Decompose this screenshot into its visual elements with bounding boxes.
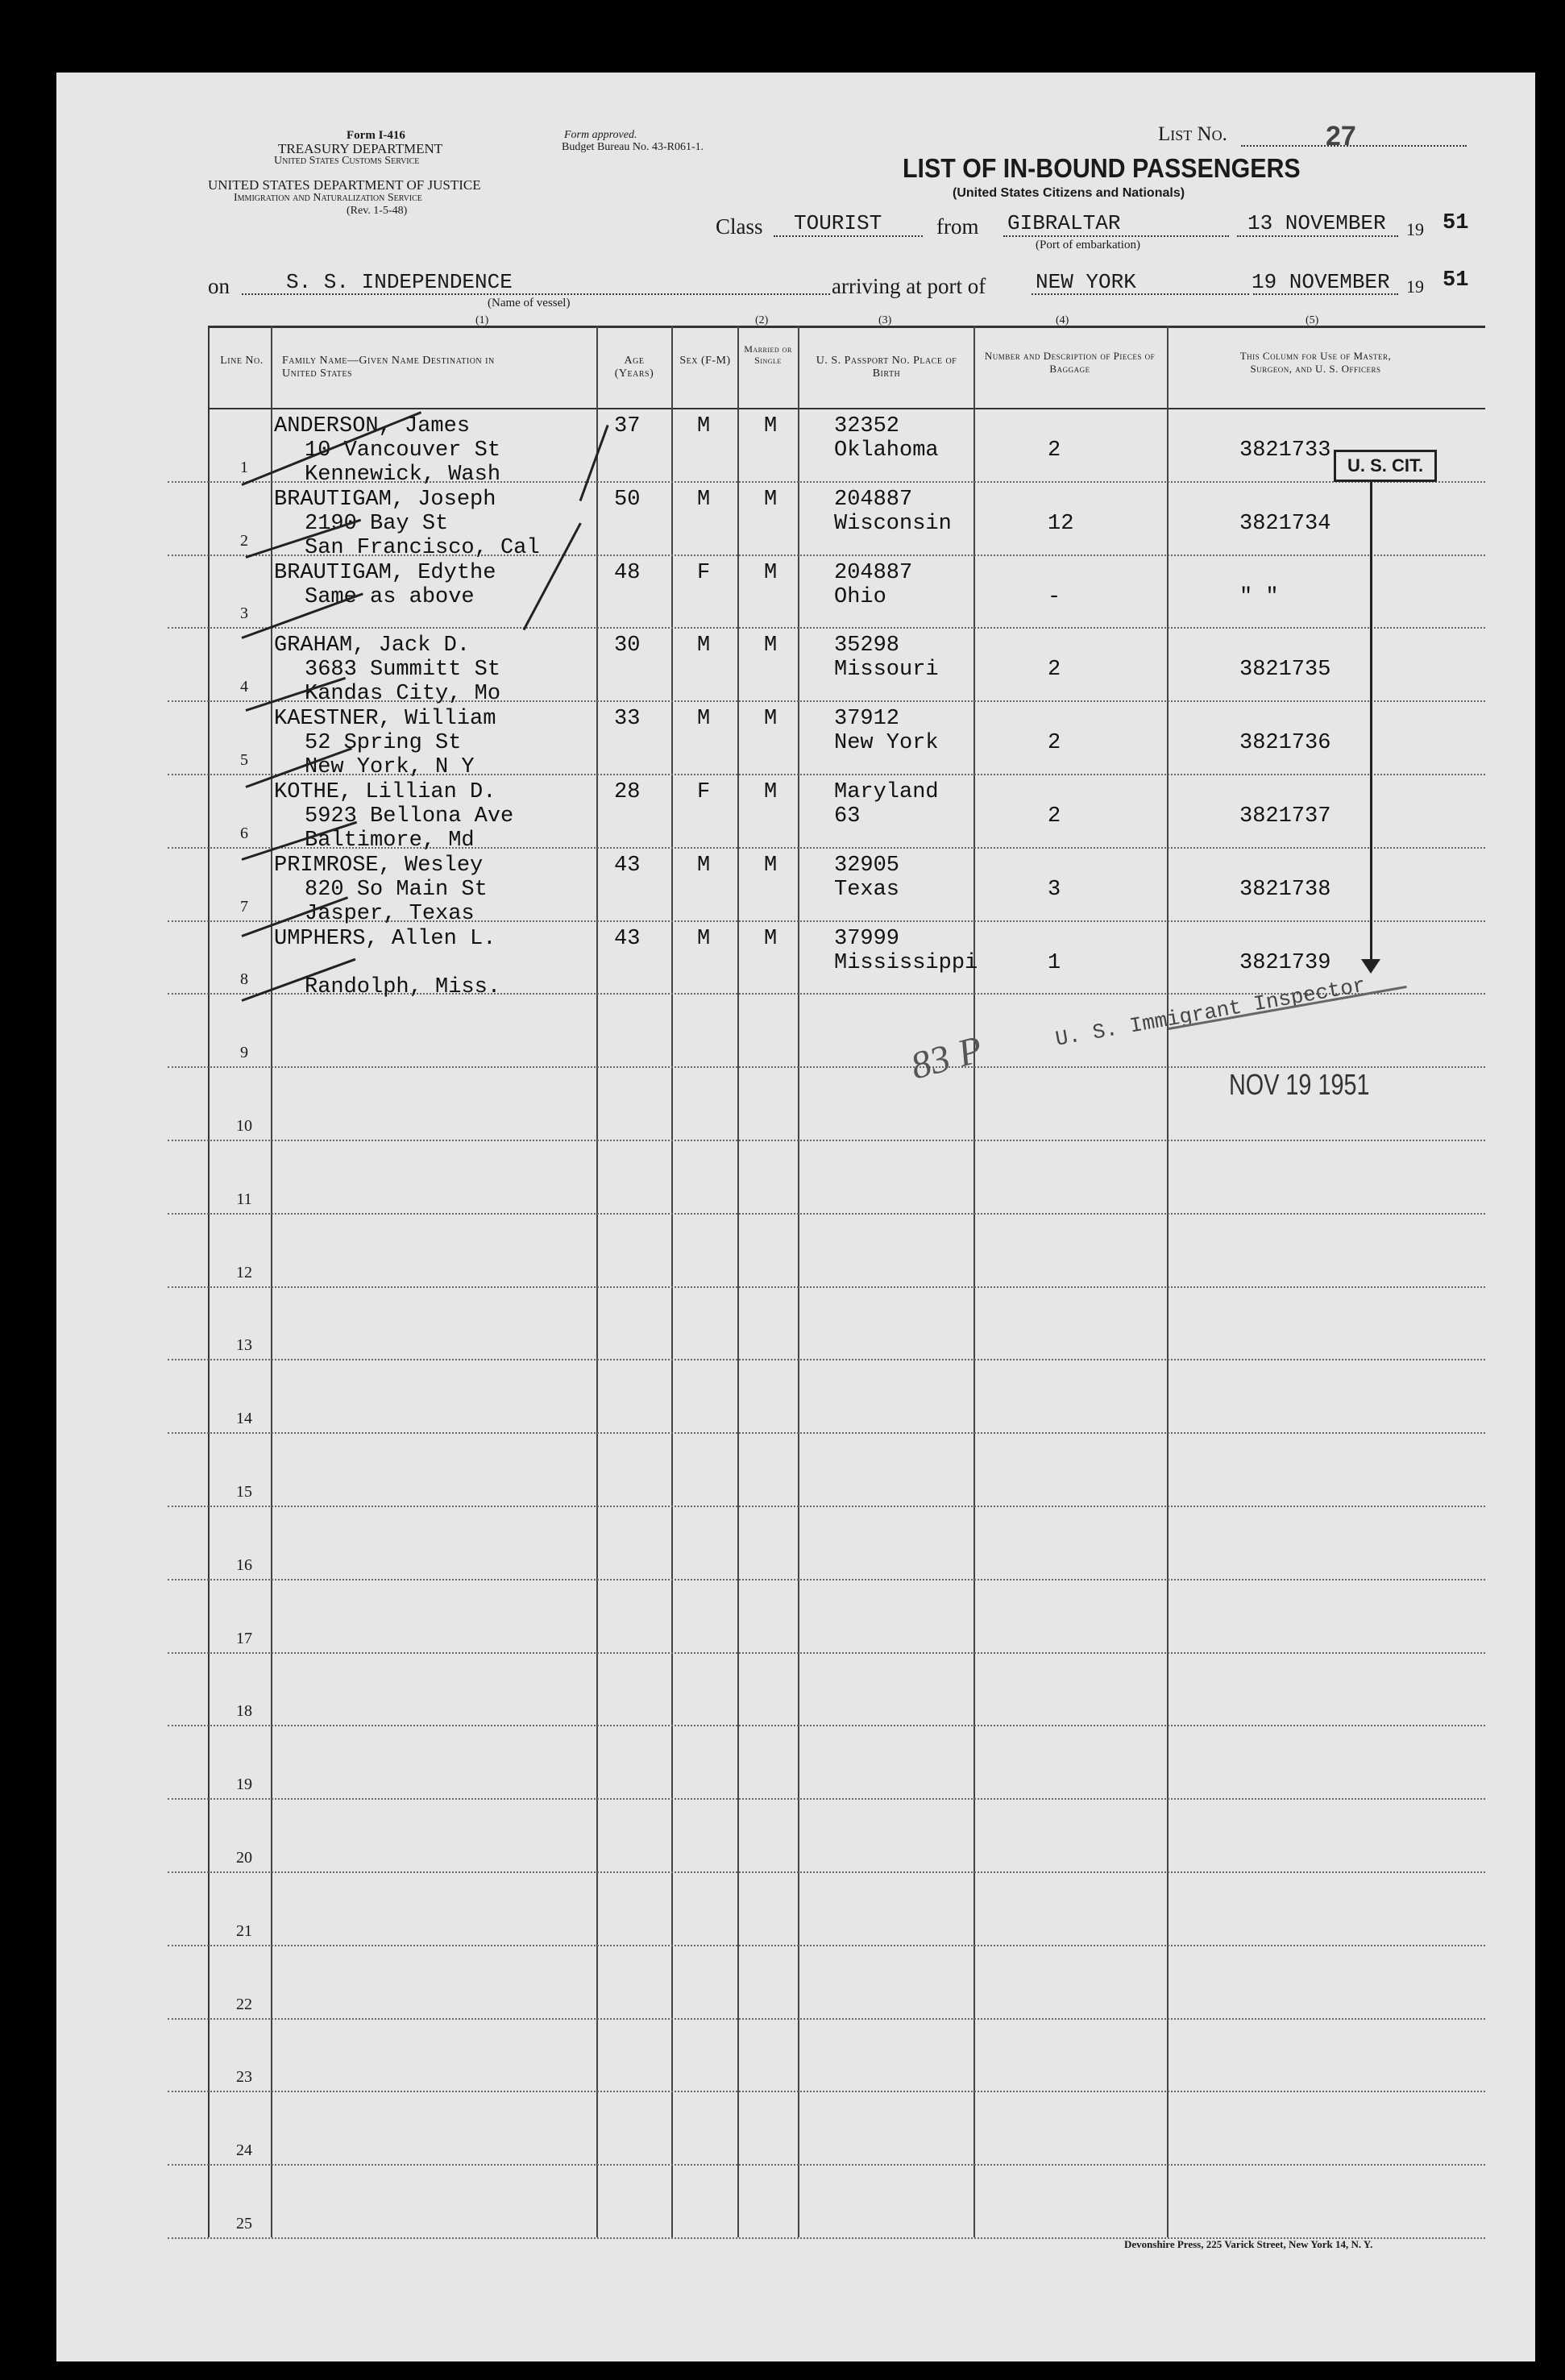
cell-sex: M: [697, 927, 711, 951]
cell-ms: M: [764, 780, 778, 804]
cell-birth: 63: [834, 804, 861, 829]
cell-passport: Maryland: [834, 780, 939, 804]
vessel-caption: (Name of vessel): [488, 297, 571, 309]
cell-name: GRAHAM, Jack D.: [274, 633, 471, 658]
bracket-arrow-line: [1370, 482, 1372, 966]
bracket-arrow-head: [1361, 959, 1380, 974]
cell-bags: 12: [1048, 512, 1074, 536]
column-number: (3): [878, 314, 892, 326]
arrival-year-prefix: 19: [1406, 276, 1424, 297]
arrival-date: 19 NOVEMBER: [1252, 270, 1390, 294]
class-line: [774, 235, 923, 237]
column-divider: [1167, 326, 1169, 2237]
row-rule: [168, 2164, 1485, 2166]
cell-sex: M: [697, 633, 711, 658]
cell-sex: M: [697, 707, 711, 731]
column-number: (1): [475, 314, 489, 326]
row-rule: [168, 2018, 1485, 2020]
arrival-port: NEW YORK: [1036, 270, 1136, 294]
from-label: from: [936, 214, 979, 239]
cell-addr2: Jasper, Texas: [305, 902, 475, 926]
cell-birth: Texas: [834, 878, 900, 902]
column-divider: [671, 326, 673, 2237]
cell-age: 28: [614, 780, 641, 804]
arrival-year: 51: [1443, 268, 1469, 293]
cell-age: 33: [614, 707, 641, 731]
column-divider: [596, 326, 598, 2237]
budget-bureau: Budget Bureau No. 43-R061-1.: [562, 141, 704, 153]
departure-year: 51: [1443, 211, 1469, 235]
row-rule: [168, 1945, 1485, 1946]
header-name: Family Name—Given Name Destination in United States: [282, 355, 495, 380]
depart-year-prefix: 19: [1406, 219, 1424, 239]
cell-officer: 3821736: [1239, 731, 1331, 755]
row-rule: [168, 1725, 1485, 1726]
cell-bags: 2: [1048, 804, 1061, 829]
cell-ms: M: [764, 414, 778, 438]
cell-addr2: New York, N Y: [305, 755, 475, 779]
cell-age: 30: [614, 633, 641, 658]
row-rule: [168, 1140, 1485, 1141]
table-header-border: [208, 408, 1485, 409]
cell-officer: " ": [1239, 585, 1279, 609]
column-number: (4): [1056, 314, 1069, 326]
inspector-stamp: U. S. Immigrant Inspector: [1053, 973, 1368, 1052]
cell-passport: 32905: [834, 854, 900, 878]
row-rule: [168, 2091, 1485, 2092]
cell-age: 37: [614, 414, 641, 438]
line-number: 16: [236, 1556, 252, 1574]
row-rule: [168, 1871, 1485, 1873]
cell-name: BRAUTIGAM, Edythe: [274, 561, 496, 585]
cell-birth: Oklahoma: [834, 438, 939, 463]
line-number: 19: [236, 1776, 252, 1793]
row-rule: [168, 1359, 1485, 1360]
header-sex: Sex (F-M): [679, 355, 731, 367]
row-rule: [168, 1506, 1485, 1507]
cell-addr1: 2190 Bay St: [305, 512, 449, 536]
cell-name: PRIMROSE, Wesley: [274, 854, 484, 878]
column-number: (5): [1306, 314, 1319, 326]
cell-age: 43: [614, 927, 641, 951]
header-passport: U. S. Passport No. Place of Birth: [816, 355, 957, 380]
row-rule: [168, 627, 1485, 629]
line-number: 6: [240, 824, 248, 842]
from-line: [1003, 235, 1229, 237]
line-number: 14: [236, 1410, 252, 1427]
column-divider: [737, 326, 739, 2237]
line-number: 5: [240, 751, 248, 769]
cell-officer: 3821735: [1239, 658, 1331, 682]
line-number: 25: [236, 2215, 252, 2233]
form-number: Form I-416: [347, 129, 405, 142]
row-rule: [168, 1652, 1485, 1654]
list-number-label: List No.: [1158, 123, 1227, 145]
cell-bags: 2: [1048, 438, 1061, 463]
cell-sex: M: [697, 854, 711, 878]
line-number: 20: [236, 1849, 252, 1867]
cell-officer: 3821733: [1239, 438, 1331, 463]
cell-passport: 37912: [834, 707, 900, 731]
handwritten-note: 83 P: [906, 1028, 987, 1088]
embarkation-port: GIBRALTAR: [1007, 211, 1121, 235]
list-number: 27: [1326, 121, 1356, 152]
line-number: 22: [236, 1996, 252, 2013]
vessel-name: S. S. INDEPENDENCE: [286, 270, 513, 294]
cell-passport: 35298: [834, 633, 900, 658]
treasury-dept: TREASURY DEPARTMENT: [278, 141, 443, 156]
header-married: Married or Single: [744, 343, 792, 366]
cell-birth: Wisconsin: [834, 512, 952, 536]
cell-ms: M: [764, 561, 778, 585]
cell-addr1: 52 Spring St: [305, 731, 462, 755]
cell-ms: M: [764, 488, 778, 512]
form-approved: Form approved.: [564, 129, 637, 141]
port-caption: (Port of embarkation): [1036, 239, 1140, 251]
table-left-border: [208, 326, 210, 2237]
cell-birth: Missouri: [834, 658, 939, 682]
row-rule: [168, 1286, 1485, 1288]
header-age: Age (Years): [614, 355, 654, 380]
cell-name: KOTHE, Lillian D.: [274, 780, 496, 804]
form-subtitle: (United States Citizens and Nationals): [953, 186, 1185, 200]
cell-age: 43: [614, 854, 641, 878]
line-number: 10: [236, 1117, 252, 1135]
cell-passport: 37999: [834, 927, 900, 951]
line-number: 9: [240, 1044, 248, 1061]
cell-sex: F: [697, 780, 711, 804]
cell-addr1: 5923 Bellona Ave: [305, 804, 514, 829]
line-number: 18: [236, 1702, 252, 1720]
cell-passport: 204887: [834, 488, 913, 512]
row-rule: [168, 1213, 1485, 1215]
cell-name: BRAUTIGAM, Joseph: [274, 488, 496, 512]
depart-date-line: [1237, 235, 1398, 237]
customs-service: United States Customs Service: [274, 155, 420, 167]
line-number: 11: [236, 1190, 252, 1208]
line-number: 12: [236, 1264, 252, 1281]
cell-bags: -: [1048, 585, 1061, 609]
cell-birth: New York: [834, 731, 939, 755]
cell-addr1: 820 So Main St: [305, 878, 488, 902]
header-officers: This Column for Use of Master, Surgeon, and U. S. Officers: [1239, 350, 1392, 375]
line-number: 2: [240, 532, 248, 550]
cell-officer: 3821737: [1239, 804, 1331, 829]
line-number: 15: [236, 1483, 252, 1501]
line-number: 13: [236, 1336, 252, 1354]
cell-passport: 204887: [834, 561, 913, 585]
class-value: TOURIST: [794, 211, 882, 235]
row-rule: [168, 1798, 1485, 1800]
cell-addr2: Baltimore, Md: [305, 829, 475, 853]
line-number: 17: [236, 1630, 252, 1647]
class-label: Class: [716, 214, 763, 239]
cell-sex: F: [697, 561, 711, 585]
line-number: 24: [236, 2141, 252, 2159]
cell-addr2: Randolph, Miss.: [305, 975, 501, 999]
line-number: 3: [240, 604, 248, 622]
cell-addr1: 10 Vancouver St: [305, 438, 501, 463]
cell-name: ANDERSON, James: [274, 414, 471, 438]
cell-bags: 2: [1048, 731, 1061, 755]
cell-name: UMPHERS, Allen L.: [274, 927, 496, 951]
cell-birth: Mississippi: [834, 951, 978, 975]
printer-imprint: Devonshire Press, 225 Varick Street, New York 14, N. Y.: [1124, 2238, 1373, 2250]
cell-ms: M: [764, 633, 778, 658]
cell-addr2: Kandas City, Mo: [305, 682, 501, 706]
cell-officer: 3821739: [1239, 951, 1331, 975]
line-number: 1: [240, 459, 248, 476]
column-divider: [973, 326, 975, 2237]
column-number: (2): [755, 314, 769, 326]
row-rule: [168, 1579, 1485, 1580]
ins-service: Immigration and Naturalization Service: [234, 192, 422, 204]
cell-bags: 1: [1048, 951, 1061, 975]
column-divider: [798, 326, 799, 2237]
cell-ms: M: [764, 707, 778, 731]
cell-addr2: Kennewick, Wash: [305, 463, 501, 487]
line-number: 21: [236, 1922, 252, 1940]
cell-passport: 32352: [834, 414, 900, 438]
header-baggage: Number and Description of Pieces of Baggage: [984, 350, 1156, 375]
justice-dept: UNITED STATES DEPARTMENT OF JUSTICE: [208, 177, 481, 193]
cell-age: 48: [614, 561, 641, 585]
form-title: LIST OF IN-BOUND PASSENGERS: [903, 153, 1301, 183]
row-rule: [168, 1432, 1485, 1434]
cell-birth: Ohio: [834, 585, 886, 609]
arriving-label: arriving at port of: [832, 274, 986, 298]
departure-date: 13 NOVEMBER: [1247, 211, 1386, 235]
cell-addr1: Same as above: [305, 585, 475, 609]
cell-officer: 3821734: [1239, 512, 1331, 536]
date-stamp: NOV 19 1951: [1229, 1068, 1370, 1101]
revision: (Rev. 1-5-48): [347, 205, 408, 217]
table-top-border: [208, 326, 1485, 328]
cell-name: KAESTNER, William: [274, 707, 496, 731]
cell-ms: M: [764, 854, 778, 878]
header-line-no: Line No.: [220, 355, 264, 367]
cell-ms: M: [764, 927, 778, 951]
cell-officer: 3821738: [1239, 878, 1331, 902]
cell-bags: 2: [1048, 658, 1061, 682]
cell-sex: M: [697, 488, 711, 512]
line-number: 4: [240, 678, 248, 696]
cell-addr2: San Francisco, Cal: [305, 536, 540, 560]
us-citizen-stamp: U. S. CIT.: [1334, 450, 1437, 482]
cell-age: 50: [614, 488, 641, 512]
cell-sex: M: [697, 414, 711, 438]
cell-bags: 3: [1048, 878, 1061, 902]
line-number: 7: [240, 898, 248, 916]
cell-addr1: 3683 Summitt St: [305, 658, 501, 682]
line-number: 8: [240, 970, 248, 988]
on-label: on: [208, 274, 230, 298]
line-number: 23: [236, 2068, 252, 2086]
